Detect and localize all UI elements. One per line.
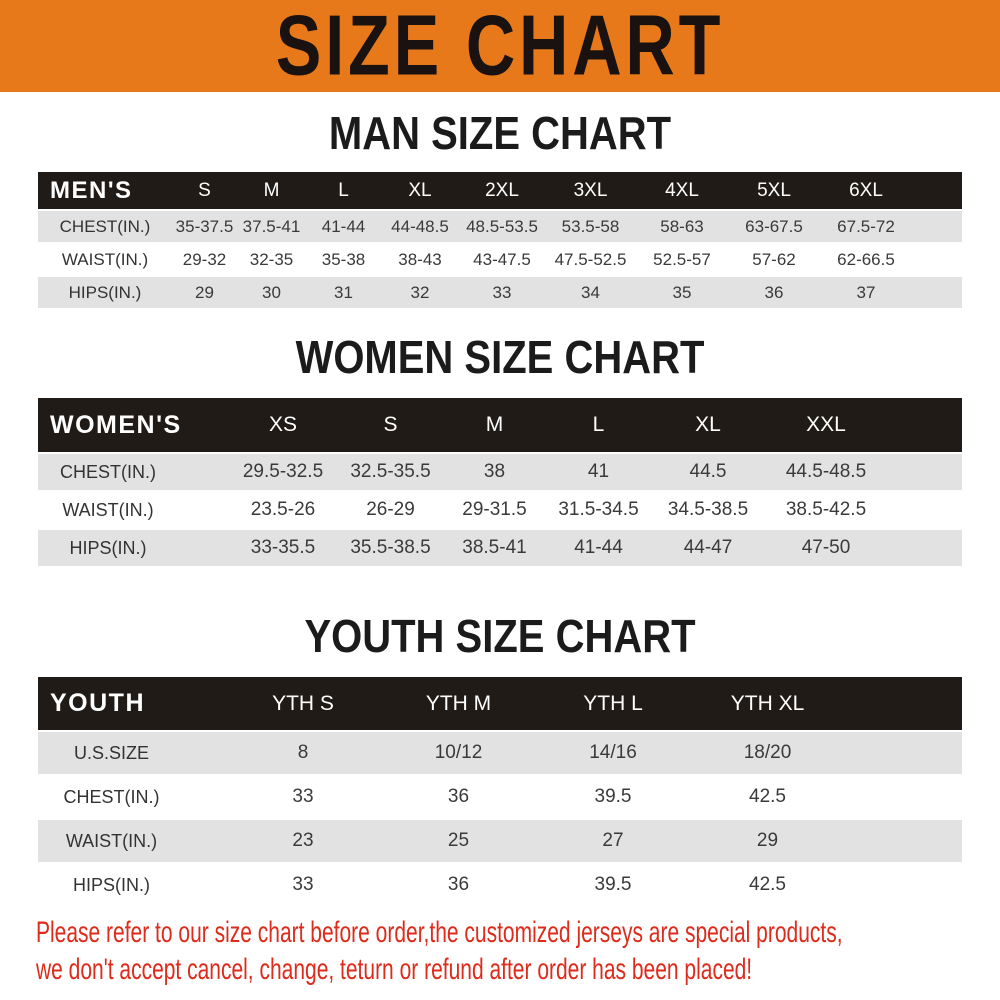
size-value: 8 bbox=[225, 731, 381, 775]
column-header: M bbox=[237, 172, 306, 210]
size-value: 52.5-57 bbox=[636, 243, 728, 276]
table-row bbox=[38, 819, 962, 863]
size-value: 34 bbox=[545, 276, 636, 308]
size-value: 41 bbox=[546, 453, 651, 491]
column-header: L bbox=[306, 172, 381, 210]
size-value: 44.5 bbox=[651, 453, 765, 491]
size-value: 33 bbox=[459, 276, 545, 308]
spacer-cell bbox=[912, 210, 962, 243]
men-size-table bbox=[38, 172, 962, 308]
size-value: 29-31.5 bbox=[443, 491, 546, 529]
spacer-cell bbox=[845, 819, 962, 863]
size-value: 47.5-52.5 bbox=[545, 243, 636, 276]
table-row bbox=[38, 529, 962, 566]
size-value: 33 bbox=[225, 863, 381, 906]
spacer-cell bbox=[887, 453, 962, 491]
size-value: 38 bbox=[443, 453, 546, 491]
column-header: 4XL bbox=[636, 172, 728, 210]
size-value: 27 bbox=[536, 819, 690, 863]
size-value: 34.5-38.5 bbox=[651, 491, 765, 529]
column-header: XL bbox=[651, 398, 765, 453]
size-value: 44.5-48.5 bbox=[765, 453, 887, 491]
size-value: 53.5-58 bbox=[545, 210, 636, 243]
table-title-cell: YOUTH bbox=[38, 677, 225, 731]
size-value: 36 bbox=[728, 276, 820, 308]
spacer-cell bbox=[845, 677, 962, 731]
size-value: 35 bbox=[636, 276, 728, 308]
size-value: 31.5-34.5 bbox=[546, 491, 651, 529]
size-value: 47-50 bbox=[765, 529, 887, 566]
column-header: 6XL bbox=[820, 172, 912, 210]
size-value: 58-63 bbox=[636, 210, 728, 243]
table-row bbox=[38, 863, 962, 906]
women-section-title: WOMEN SIZE CHART bbox=[295, 332, 705, 384]
column-header: YTH M bbox=[381, 677, 536, 731]
size-value: 38-43 bbox=[381, 243, 459, 276]
size-value: 26-29 bbox=[338, 491, 443, 529]
spacer-cell bbox=[912, 276, 962, 308]
size-value: 44-47 bbox=[651, 529, 765, 566]
spacer-cell bbox=[845, 863, 962, 906]
row-label: HIPS(IN.) bbox=[38, 863, 225, 906]
column-header: M bbox=[443, 398, 546, 453]
size-value: 29.5-32.5 bbox=[228, 453, 338, 491]
size-value: 37 bbox=[820, 276, 912, 308]
row-label: CHEST(IN.) bbox=[38, 775, 225, 819]
size-value: 32-35 bbox=[237, 243, 306, 276]
spacer-cell bbox=[845, 731, 962, 775]
size-value: 41-44 bbox=[546, 529, 651, 566]
size-value: 43-47.5 bbox=[459, 243, 545, 276]
row-label: CHEST(IN.) bbox=[38, 210, 172, 243]
size-value: 35.5-38.5 bbox=[338, 529, 443, 566]
size-value: 10/12 bbox=[381, 731, 536, 775]
size-value: 37.5-41 bbox=[237, 210, 306, 243]
table-row bbox=[38, 731, 962, 775]
size-value: 29-32 bbox=[172, 243, 237, 276]
size-value: 36 bbox=[381, 775, 536, 819]
header-row bbox=[38, 172, 962, 210]
size-value: 57-62 bbox=[728, 243, 820, 276]
table-row bbox=[38, 491, 962, 529]
column-header: YTH L bbox=[536, 677, 690, 731]
spacer-cell bbox=[912, 243, 962, 276]
header-row bbox=[38, 398, 962, 453]
spacer-cell bbox=[912, 172, 962, 210]
size-value: 39.5 bbox=[536, 863, 690, 906]
row-label: WAIST(IN.) bbox=[38, 243, 172, 276]
column-header: 2XL bbox=[459, 172, 545, 210]
table-row bbox=[38, 453, 962, 491]
size-value: 38.5-42.5 bbox=[765, 491, 887, 529]
size-value: 29 bbox=[690, 819, 845, 863]
column-header: 3XL bbox=[545, 172, 636, 210]
table-row bbox=[38, 775, 962, 819]
table-title-cell: MEN'S bbox=[38, 172, 172, 210]
spacer-cell bbox=[887, 491, 962, 529]
disclaimer bbox=[36, 914, 1000, 988]
size-value: 32.5-35.5 bbox=[338, 453, 443, 491]
column-header: S bbox=[172, 172, 237, 210]
size-value: 18/20 bbox=[690, 731, 845, 775]
column-header: XXL bbox=[765, 398, 887, 453]
size-value: 29 bbox=[172, 276, 237, 308]
table-row bbox=[38, 276, 962, 308]
size-value: 35-38 bbox=[306, 243, 381, 276]
header-row bbox=[38, 677, 962, 731]
column-header: YTH S bbox=[225, 677, 381, 731]
size-value: 25 bbox=[381, 819, 536, 863]
spacer-cell bbox=[845, 775, 962, 819]
youth-size-table bbox=[38, 677, 962, 906]
size-value: 42.5 bbox=[690, 863, 845, 906]
banner bbox=[0, 0, 1000, 92]
size-value: 48.5-53.5 bbox=[459, 210, 545, 243]
size-value: 67.5-72 bbox=[820, 210, 912, 243]
size-value: 39.5 bbox=[536, 775, 690, 819]
size-value: 33 bbox=[225, 775, 381, 819]
column-header: YTH XL bbox=[690, 677, 845, 731]
disclaimer-line-1: Please refer to our size chart before order,the customized jerseys are special products, bbox=[36, 916, 843, 949]
size-value: 32 bbox=[381, 276, 459, 308]
row-label: WAIST(IN.) bbox=[38, 491, 228, 529]
column-header: L bbox=[546, 398, 651, 453]
size-value: 38.5-41 bbox=[443, 529, 546, 566]
size-value: 41-44 bbox=[306, 210, 381, 243]
row-label: CHEST(IN.) bbox=[38, 453, 228, 491]
size-value: 23.5-26 bbox=[228, 491, 338, 529]
size-value: 14/16 bbox=[536, 731, 690, 775]
spacer-cell bbox=[887, 398, 962, 453]
row-label: U.S.SIZE bbox=[38, 731, 225, 775]
size-value: 30 bbox=[237, 276, 306, 308]
column-header: XL bbox=[381, 172, 459, 210]
size-value: 35-37.5 bbox=[172, 210, 237, 243]
banner-title: SIZE CHART bbox=[275, 0, 725, 94]
size-value: 62-66.5 bbox=[820, 243, 912, 276]
size-value: 23 bbox=[225, 819, 381, 863]
row-label: WAIST(IN.) bbox=[38, 819, 225, 863]
size-value: 36 bbox=[381, 863, 536, 906]
man-section-title: MAN SIZE CHART bbox=[328, 108, 672, 160]
spacer-cell bbox=[887, 529, 962, 566]
row-label: HIPS(IN.) bbox=[38, 529, 228, 566]
disclaimer-line-2: we don't accept cancel, change, teturn or refund after order has been placed! bbox=[36, 953, 753, 986]
table-title-cell: WOMEN'S bbox=[38, 398, 228, 453]
youth-section-title: YOUTH SIZE CHART bbox=[304, 611, 696, 663]
size-value: 42.5 bbox=[690, 775, 845, 819]
table-row bbox=[38, 210, 962, 243]
row-label: HIPS(IN.) bbox=[38, 276, 172, 308]
women-size-table bbox=[38, 398, 962, 566]
table-row bbox=[38, 243, 962, 276]
size-value: 33-35.5 bbox=[228, 529, 338, 566]
size-value: 44-48.5 bbox=[381, 210, 459, 243]
column-header: 5XL bbox=[728, 172, 820, 210]
size-value: 31 bbox=[306, 276, 381, 308]
column-header: XS bbox=[228, 398, 338, 453]
column-header: S bbox=[338, 398, 443, 453]
size-value: 63-67.5 bbox=[728, 210, 820, 243]
